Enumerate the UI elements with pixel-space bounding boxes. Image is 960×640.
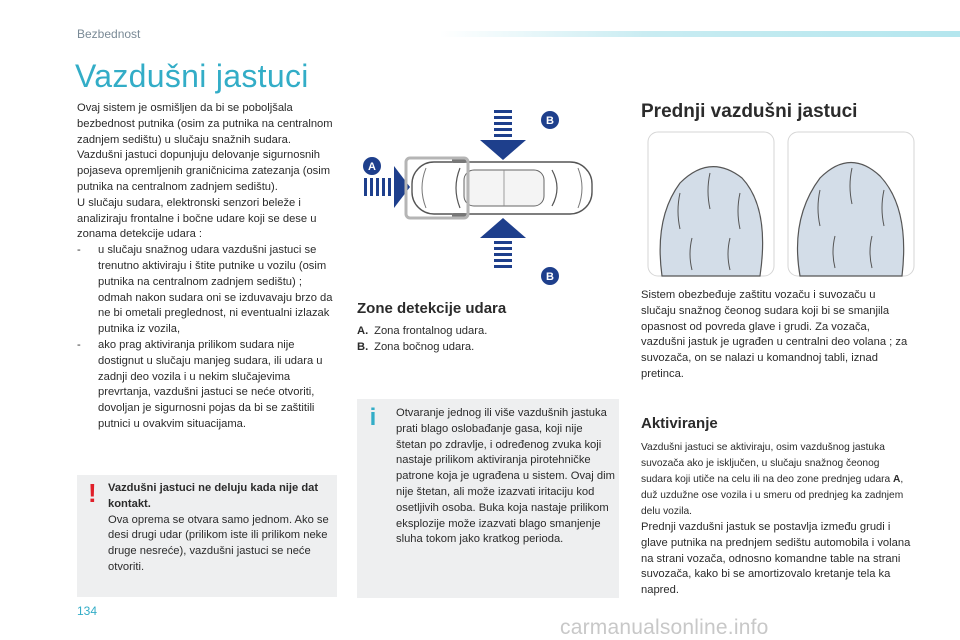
activation-text [641,440,913,520]
side-impact-arrow-top [480,110,526,160]
list-item [77,243,339,338]
dash-bullet: - [77,338,81,351]
front-airbags-title: Prednji vazdušni jastuci [641,101,858,122]
activation-text-a: Vazdušni jastuci se aktiviraju, osim vazdušnog jastuka suvozača ako je isključen, u slučaju snažnog čeonog sudara koji utiče na celu ili na deo zone prednjeg udara [641,442,891,485]
zone-label: A. [357,325,369,337]
warning-body-text: Ova oprema se otvara samo jednom. Ako se desi drugi udar (prilikom iste ili prilikom neke druge nesreće), vazdušni jastuci se neće otvoriti. [108,513,329,573]
list-item [357,323,607,339]
zone-label: B. [357,341,369,353]
impact-zone-diagram [356,108,596,292]
label-b-bottom: B [546,271,554,283]
page-title: Vazdušni jastuci [75,58,309,94]
activation-text-b: , duž uzdužne ose vozila i u smeru od prednjeg ka zadnjem delu vozila. [641,474,904,517]
list-item-text: u slučaju snažnog udara vazdušni jastuci se trenutno aktiviraju i štite putnike u vozilu (osim putnika na centralnom zadnjem sedištu) ; odmah nakon sudara oni se izduvavaju brzo da ne bi ometali preglednost, ni eventualni izlazak putnika iz vozila, [98,244,333,336]
list-item [77,338,339,433]
side-impact-arrow-bottom [480,218,526,268]
intro-paragraph-1: Ovaj sistem je osmišljen da bi se poboljšala bezbednost putnika (osim za putnika na centralnom zadnjem sedištu) u slučaju snažnih sudara. Vazdušni jastuci dopunjuju delovanje sigurnosnih pojaseva opremljenih graničnicima zatezanja (osim putnika na centralnom zadnjem sedištu). [77,102,333,193]
warning-text [108,481,330,576]
front-airbags-text: Sistem obezbeđuje zaštitu vozaču i suvozaču u slučaju snažnog čeonog sudara koji bi se smanjila opasnost od povreda glave i grudi. Za vozača, vazdušni jastuk je ugrađen u centralni deo volana ; za suvozača, on se nalazi u komandnoj tabli, iznad pretinca. [641,289,908,380]
activation-text-2: Prednji vazdušni jastuk se postavlja između grudi i glave putnika na prednjem sedištu automobila i volana na strani vozača, odnosno komandne table na strani suvozača, kako bi se amortizovalo kretanje tela ka napred. [641,521,911,597]
list-item [357,339,607,355]
section-label: Bezbednost [77,27,141,41]
badge-b-bottom [540,266,560,286]
watermark: carmanualsonline.info [560,616,769,639]
activation-title: Aktiviranje [641,415,718,432]
intro-text [77,101,339,433]
header-band [440,31,960,37]
car-top-view [412,158,592,218]
list-item-text: ako prag aktiviranja prilikom sudara nije dostignut u slučaju manjeg sudara, ili udara u zadnji deo vozila i u nekim slučajevima prevrtanja, vazdušni jastuci se neće otvoriti, dovoljan je sigurnosni pojas da bi se zaštitili putnici u ovakvim situacijama. [98,338,323,430]
label-b-top: B [546,115,554,127]
badge-b-top [540,110,560,130]
zone-text: Zona bočnog udara. [374,341,475,353]
activation-zone-label: A [893,474,901,485]
info-text: Otvaranje jednog ili više vazdušnih jastuka prati blago oslobađanje gasa, koji nije štetan po zdravlje, i određenog zvuka koji nastaje prilikom aktiviranja pirotehničke patrone koja je ugrađena u sistem. Ovaj dim nije štetan, ali može izazvati iritaciju kod osetljivih osoba. Buka koja nastaje prilikom eksplozije može izazvati blago smanjenje sluha tokom jako kratkog perioda. [396,407,615,546]
page-number: 134 [77,604,98,618]
info-icon: i [369,404,377,431]
zones-title: Zone detekcije udara [357,300,507,317]
zone-text: Zona frontalnog udara. [374,325,488,337]
dash-bullet: - [77,244,81,257]
front-airbag-illustration [640,128,922,278]
intro-paragraph-2: U slučaju sudara, elektronski senzori beleže i analiziraju frontalne i bočne udare koji se dese u zonama detekcije udara : [77,196,317,241]
warning-icon: ! [88,478,97,508]
zones-list [357,323,607,355]
badge-a [362,156,382,176]
warning-bold-text: Vazdušni jastuci ne deluju kada nije dat kontakt. [108,482,319,510]
label-a: A [368,161,376,173]
